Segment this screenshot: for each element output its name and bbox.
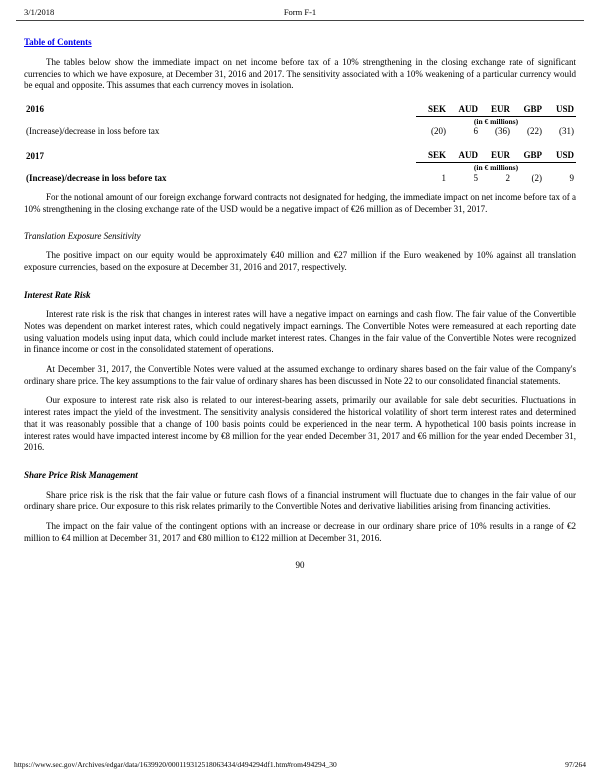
- heading-translation-exposure: Translation Exposure Sensitivity: [24, 230, 141, 241]
- print-footer: [14, 760, 586, 769]
- column-header-sek: SEK: [416, 104, 448, 116]
- value-cell: 5: [473, 172, 478, 183]
- table-header-row: [24, 104, 576, 116]
- value-cell: (20): [431, 126, 446, 137]
- heading-interest-rate-risk: Interest Rate Risk: [24, 289, 91, 300]
- document-content: [24, 21, 576, 572]
- column-header-gbp: GBP: [512, 104, 544, 116]
- print-header: [24, 7, 576, 17]
- table-year: 2017: [26, 150, 44, 161]
- table-of-contents-link[interactable]: Table of Contents: [24, 37, 92, 48]
- value-cell: 2: [505, 172, 510, 183]
- notional-paragraph: For the notional amount of our foreign exchange forward contracts not designated for hedging, the immediate impact on net income before tax of a 10% strengthening in the closing exchange rate of the USD would be a negative impact of €26 million as of December 31, 2017.: [24, 192, 576, 214]
- value-cell: 9: [569, 172, 574, 183]
- column-header-sek: SEK: [416, 150, 448, 162]
- share-paragraph-1: Share price risk is the risk that the fair value or future cash flows of a financial instrument will fluctuate due to changes in the fair value of our ordinary share price. Our exposure to this risk relates primarily to the Convertible Notes and derivative liabilities arising from financing activities.: [24, 489, 576, 512]
- row-label: (Increase)/decrease in loss before tax: [26, 126, 160, 137]
- sensitivity-table-2016: [24, 104, 576, 138]
- units-label: (in € millions): [473, 162, 519, 172]
- table-units-row: [24, 116, 576, 126]
- share-paragraph-2: The impact on the fair value of the contingent options with an increase or decrease in our ordinary share price of 10% results in a range of €2 million to €4 million at December 31, 2017 and €80 million to €122 million at December 31, 2016.: [24, 520, 576, 543]
- heading-share-price-risk: Share Price Risk Management: [24, 469, 138, 480]
- header-spacer: [392, 7, 576, 17]
- footer-page-count: 97/264: [565, 760, 586, 769]
- value-cell: 6: [473, 126, 478, 137]
- interest-paragraph-1: Interest rate risk is the risk that changes in interest rates will have a negative impact on earnings and cash flow. The fair value of the Convertible Notes was dependent on market interest rates, which could negatively impact earnings. The Convertible Notes were remeasured at each reporting date using valuation models using input data, which could include market interest rates. Changes in the fair value of the Convertible Notes were recognized in finance income or cost in the consolidated statement of operations.: [24, 309, 576, 355]
- value-cell: (31): [559, 126, 574, 137]
- value-cell: (22): [527, 126, 542, 137]
- header-date: 3/1/2018: [24, 7, 55, 17]
- column-header-aud: AUD: [448, 104, 480, 116]
- value-cell: (2): [531, 172, 542, 183]
- column-header-eur: EUR: [480, 104, 512, 116]
- row-label: (Increase)/decrease in loss before tax: [26, 172, 167, 183]
- column-header-aud: AUD: [448, 150, 480, 162]
- interest-paragraph-2: At December 31, 2017, the Convertible Notes were valued at the assumed exchange to ordinary shares based on the fair value of the Company's ordinary share price. The key assumptions to the fair value of ordinary shares has been discussed in Note 22 to our consolidated financial statements.: [24, 364, 576, 386]
- sensitivity-table-2017: [24, 150, 576, 184]
- column-header-eur: EUR: [480, 150, 512, 162]
- intro-paragraph: The tables below show the immediate impact on net income before tax of a 10% strengthening in the closing exchange rate of significant currencies to which we have exposure, at December 31, 2016 and 2017. The sensitivity associated with a 10% weakening of a particular currency would be equal and opposite. This assumes that each currency moves in isolation.: [24, 56, 576, 91]
- header-title: Form F-1: [283, 7, 317, 17]
- interest-paragraph-3: Our exposure to interest rate risk also is related to our interest-bearing assets, primarily our available for sale debt securities. Fluctuations in interest rates impact the yield of the investment. The sensitivity analysis considered the historical volatility of short term interest rates and determined that it was reasonably possible that a change of 100 basis points could be experienced in the near term. A hypothetical 100 basis points increase in interest rates would have impacted interest income by €8 million for the year ended December 31, 2017 and €6 million for the year ended December 31, 2016.: [24, 395, 576, 453]
- column-header-usd: USD: [544, 104, 576, 116]
- units-label: (in € millions): [473, 116, 519, 126]
- value-cell: (36): [495, 126, 510, 137]
- table-row: [24, 126, 576, 138]
- table-row: [24, 173, 576, 185]
- table-units-row: [24, 162, 576, 172]
- translation-paragraph: The positive impact on our equity would be approximately €40 million and €27 million if the Euro weakened by 10% against all translation exposure currencies, based on the exposure at December 31, 2016 and 2017, respectively.: [24, 250, 576, 272]
- value-cell: 1: [441, 172, 446, 183]
- page-number: 90: [295, 560, 305, 571]
- column-header-gbp: GBP: [512, 150, 544, 162]
- column-header-usd: USD: [544, 150, 576, 162]
- table-year: 2016: [26, 104, 44, 115]
- footer-url: https://www.sec.gov/Archives/edgar/data/1639920/000119312518063434/d494294df1.htm#rom494294_30: [14, 760, 337, 769]
- table-header-row: [24, 150, 576, 162]
